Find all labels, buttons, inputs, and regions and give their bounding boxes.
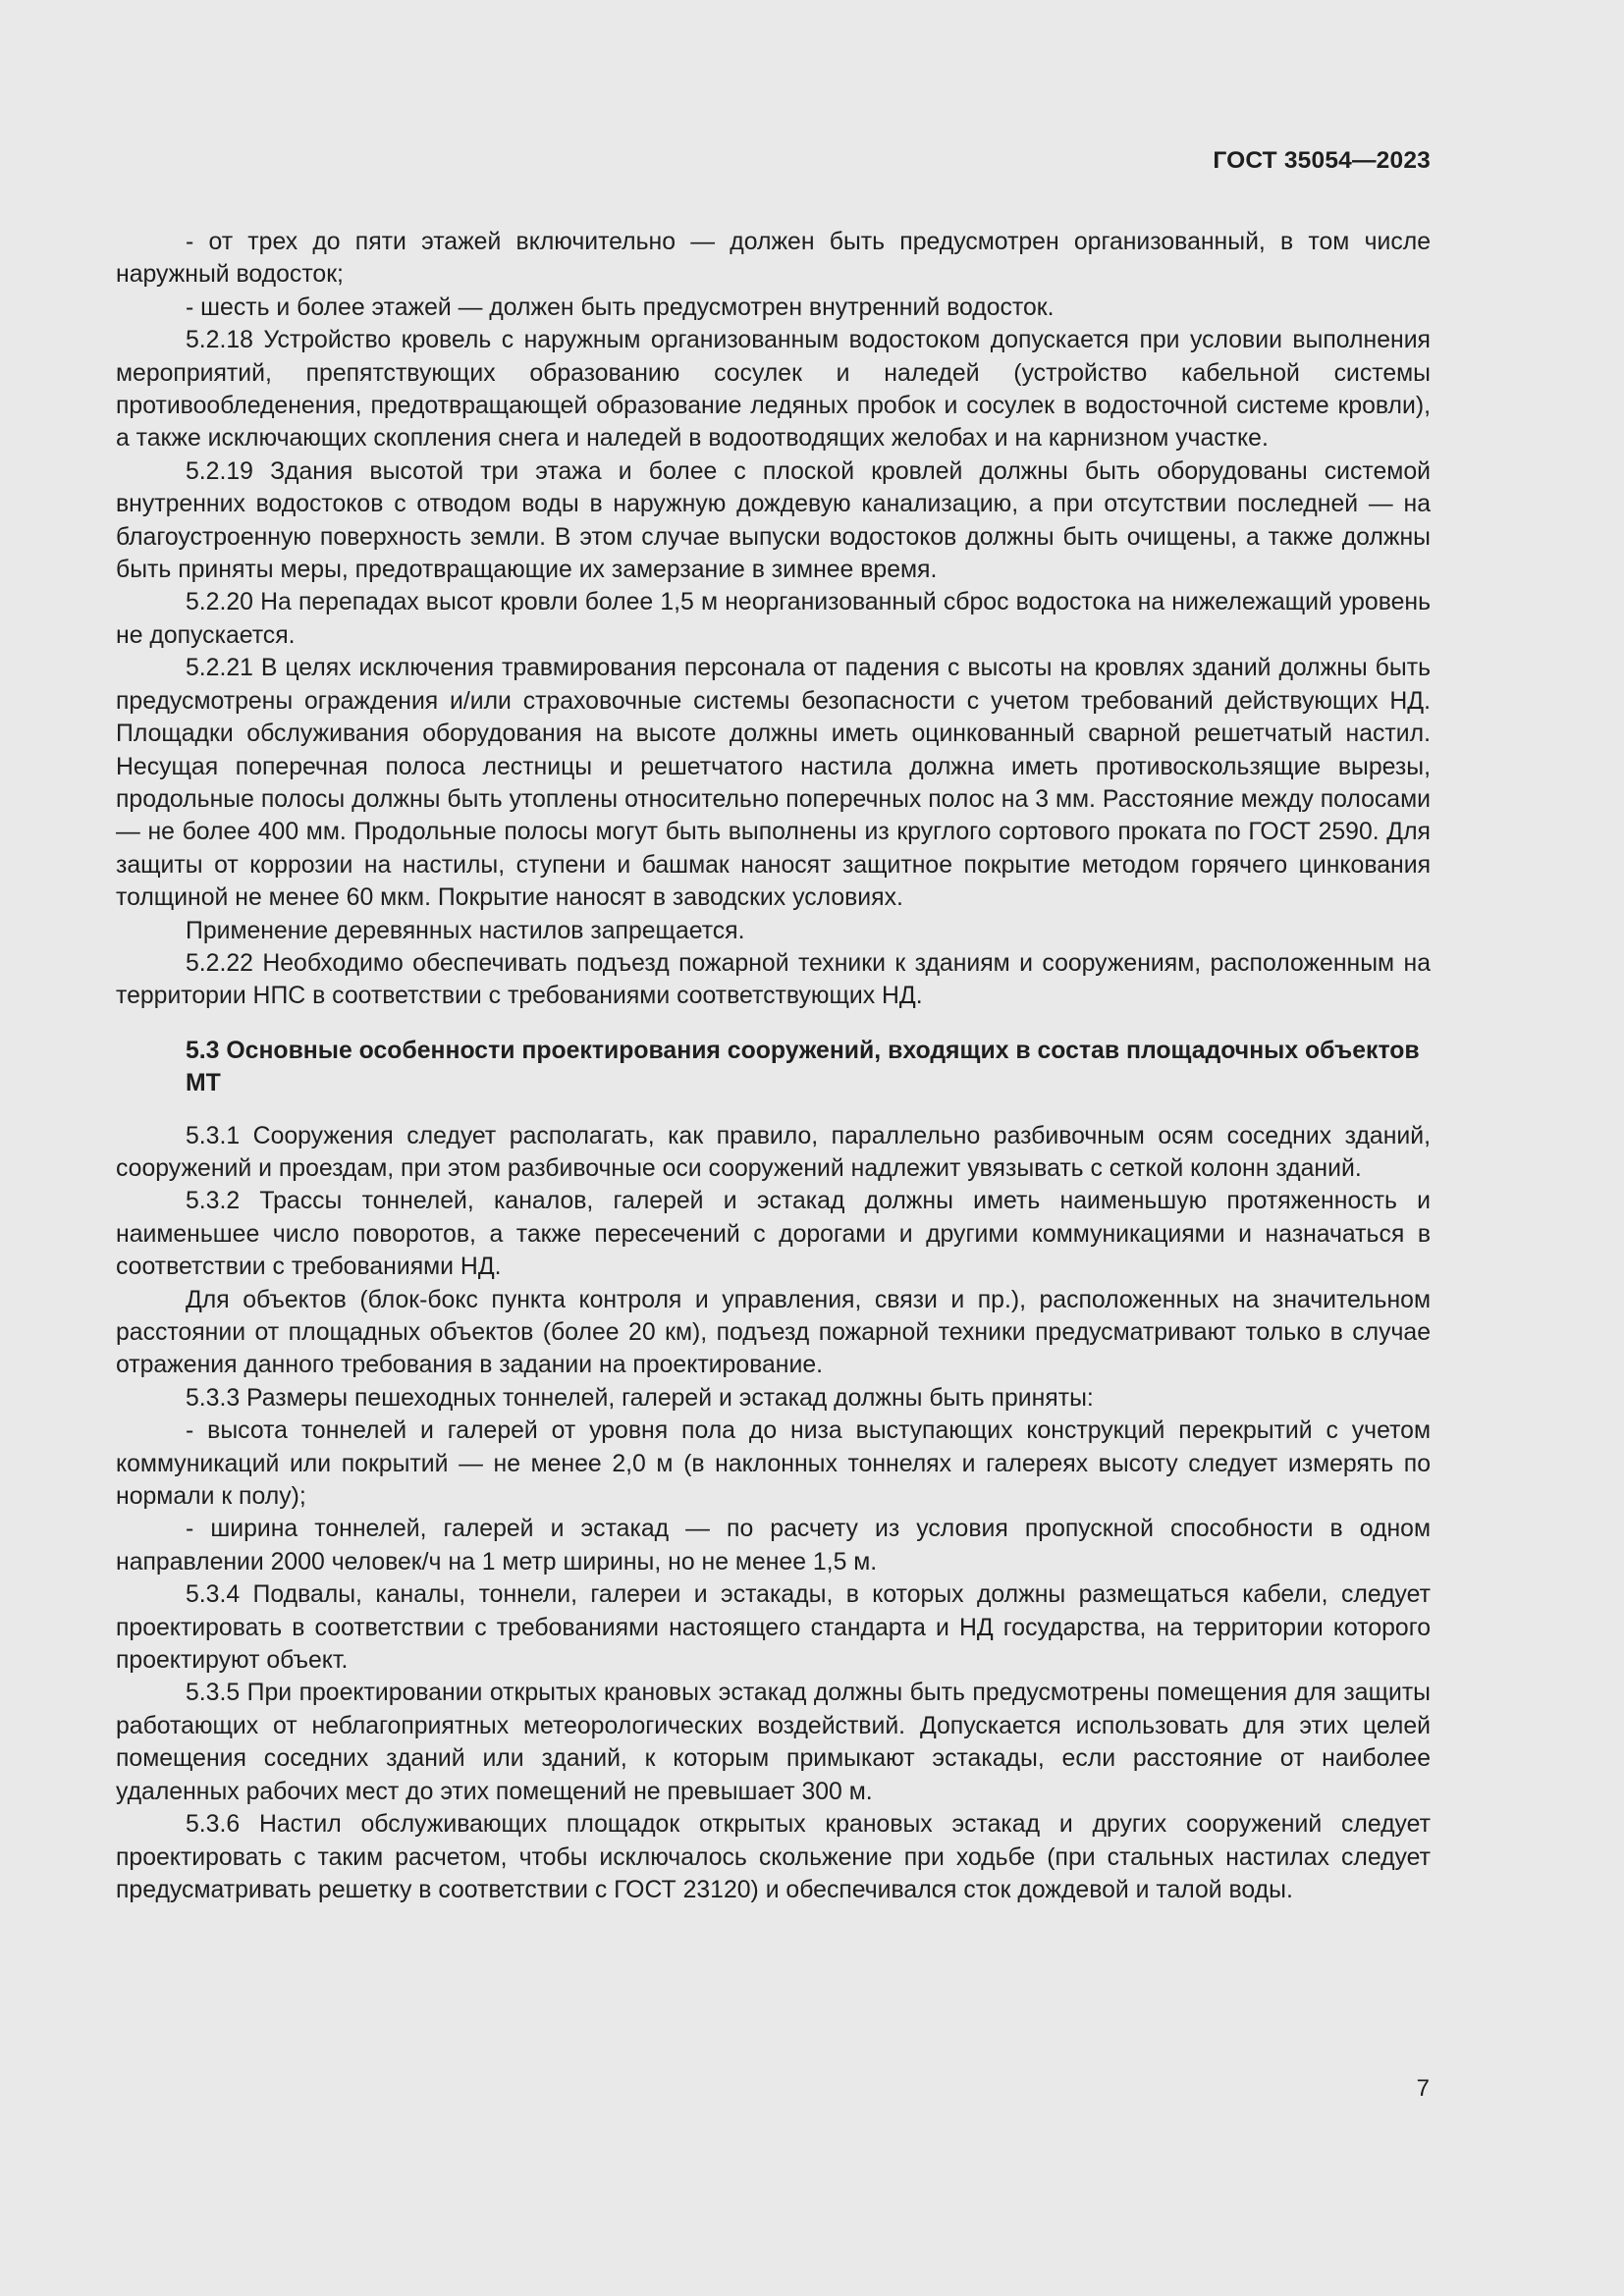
paragraph: 5.3.3 Размеры пешеходных тоннелей, галерей и эстакад должны быть приняты: [186, 1384, 1094, 1412]
paragraph: 5.2.18 Устройство кровель с наружным организованным водостоком допускается при условии выполнения мероприятий, препятствующих образованию сосулек и наледей (устройство кабельной системы противообледенения, предотвращающей образование ледяных пробок и сосулек в водосточной системе кровли), а также исключающих скопления снега и наледей в водоотводящих желобах и на карнизном участке. [116, 327, 1431, 453]
paragraph: 5.2.19 Здания высотой три этажа и более с плоской кровлей должны быть оборудованы системой внутренних водостоков с отводом воды в наружную дождевую канализацию, а при отсутствии последней — на благоустроенную поверхность земли. В этом случае выпуски водостоков должны быть очищены, а также должны быть приняты меры, предотвращающие их замерзание в зимнее время. [116, 457, 1431, 584]
paragraph: - высота тоннелей и галерей от уровня пола до низа выступающих конструкций перекрытий с учетом коммуникаций или покрытий — не менее 2,0 м (в наклонных тоннелях и галереях высоту следует измерять по нормали к полу); [116, 1417, 1431, 1511]
document-body [116, 226, 1431, 1906]
paragraph: 5.2.22 Необходимо обеспечивать подъезд пожарной техники к зданиям и сооружениям, расположенным на территории НПС в соответствии с требованиями соответствующих НД. [116, 949, 1431, 1010]
paragraph: - шесть и более этажей — должен быть предусмотрен внутренний водосток. [186, 294, 1055, 321]
paragraph: - от трех до пяти этажей включительно — должен быть предусмотрен организованный, в том числе наружный водосток; [116, 229, 1431, 289]
paragraph: Для объектов (блок-бокс пункта контроля и управления, связи и пр.), расположенных на значительном расстоянии от площадных объектов (более 20 км), подъезд пожарной техники предусматривают только в случае отражения данного требования в задании на проектирование. [116, 1286, 1431, 1379]
paragraph: 5.3.4 Подвалы, каналы, тоннели, галереи и эстакады, в которых должны размещаться кабели, следует проектировать в соответствии с требованиями настоящего стандарта и НД государства, на территории которого проектируют объект. [116, 1581, 1431, 1675]
paragraph: 5.3.1 Сооружения следует располагать, как правило, параллельно разбивочным осям соседних зданий, сооружений и проездам, при этом разбивочные оси сооружений надлежит увязывать с сеткой колонн зданий. [116, 1122, 1431, 1182]
section-heading: 5.3 Основные особенности проектирования сооружений, входящих в состав площадочных объектов МТ [186, 1037, 1420, 1097]
paragraph: 5.3.2 Трассы тоннелей, каналов, галерей и эстакад должны иметь наименьшую протяженность и наименьшее число поворотов, а также пересечений с дорогами и другими коммуникациями и назначаться в соответствии с требованиями НД. [116, 1188, 1431, 1281]
paragraph: Применение деревянных настилов запрещается. [186, 917, 745, 944]
paragraph: - ширина тоннелей, галерей и эстакад — по расчету из условия пропускной способности в одном направлении 2000 человек/ч на 1 метр ширины, но не менее 1,5 м. [116, 1516, 1431, 1575]
paragraph: 5.2.21 В целях исключения травмирования персонала от падения с высоты на кровлях зданий должны быть предусмотрены ограждения и/или страховочные системы безопасности с учетом требований действующих НД. Площадки обслуживания оборудования на высоте должны иметь оцинкованный сварной решетчатый настил. Несущая поперечная полоса лестницы и решетчатого настила должна иметь противоскользящие вырезы, продольные полосы должны быть утоплены относительно поперечных полос на 3 мм. Расстояние между полосами — не более 400 мм. Продольные полосы могут быть выполнены из круглого сортового проката по ГОСТ 2590. Для защиты от коррозии на настилы, ступени и башмак наносят защитное покрытие методом горячего цинкования толщиной не менее 60 мкм. Покрытие наносят в заводских условиях. [116, 655, 1431, 912]
paragraph: 5.2.20 На перепадах высот кровли более 1,5 м неорганизованный сброс водостока на нижележащий уровень не допускается. [116, 589, 1431, 649]
paragraph: 5.3.5 При проектировании открытых крановых эстакад должны быть предусмотрены помещения для защиты работающих от неблагоприятных метеорологических воздействий. Допускается использовать для этих целей помещения соседних зданий или зданий, к которым примыкают эстакады, если расстояние от наиболее удаленных рабочих мест до этих помещений не превышает 300 м. [116, 1680, 1431, 1805]
document-code-header: ГОСТ 35054—2023 [1213, 147, 1431, 174]
paragraph: 5.3.6 Настил обслуживающих площадок открытых крановых эстакад и других сооружений следует проектировать с таким расчетом, чтобы исключалось скольжение при ходьбе (при стальных настилах следует предусматривать решетку в соответствии с ГОСТ 23120) и обеспечивался сток дождевой и талой воды. [116, 1811, 1431, 1903]
page-number: 7 [1416, 2075, 1430, 2102]
